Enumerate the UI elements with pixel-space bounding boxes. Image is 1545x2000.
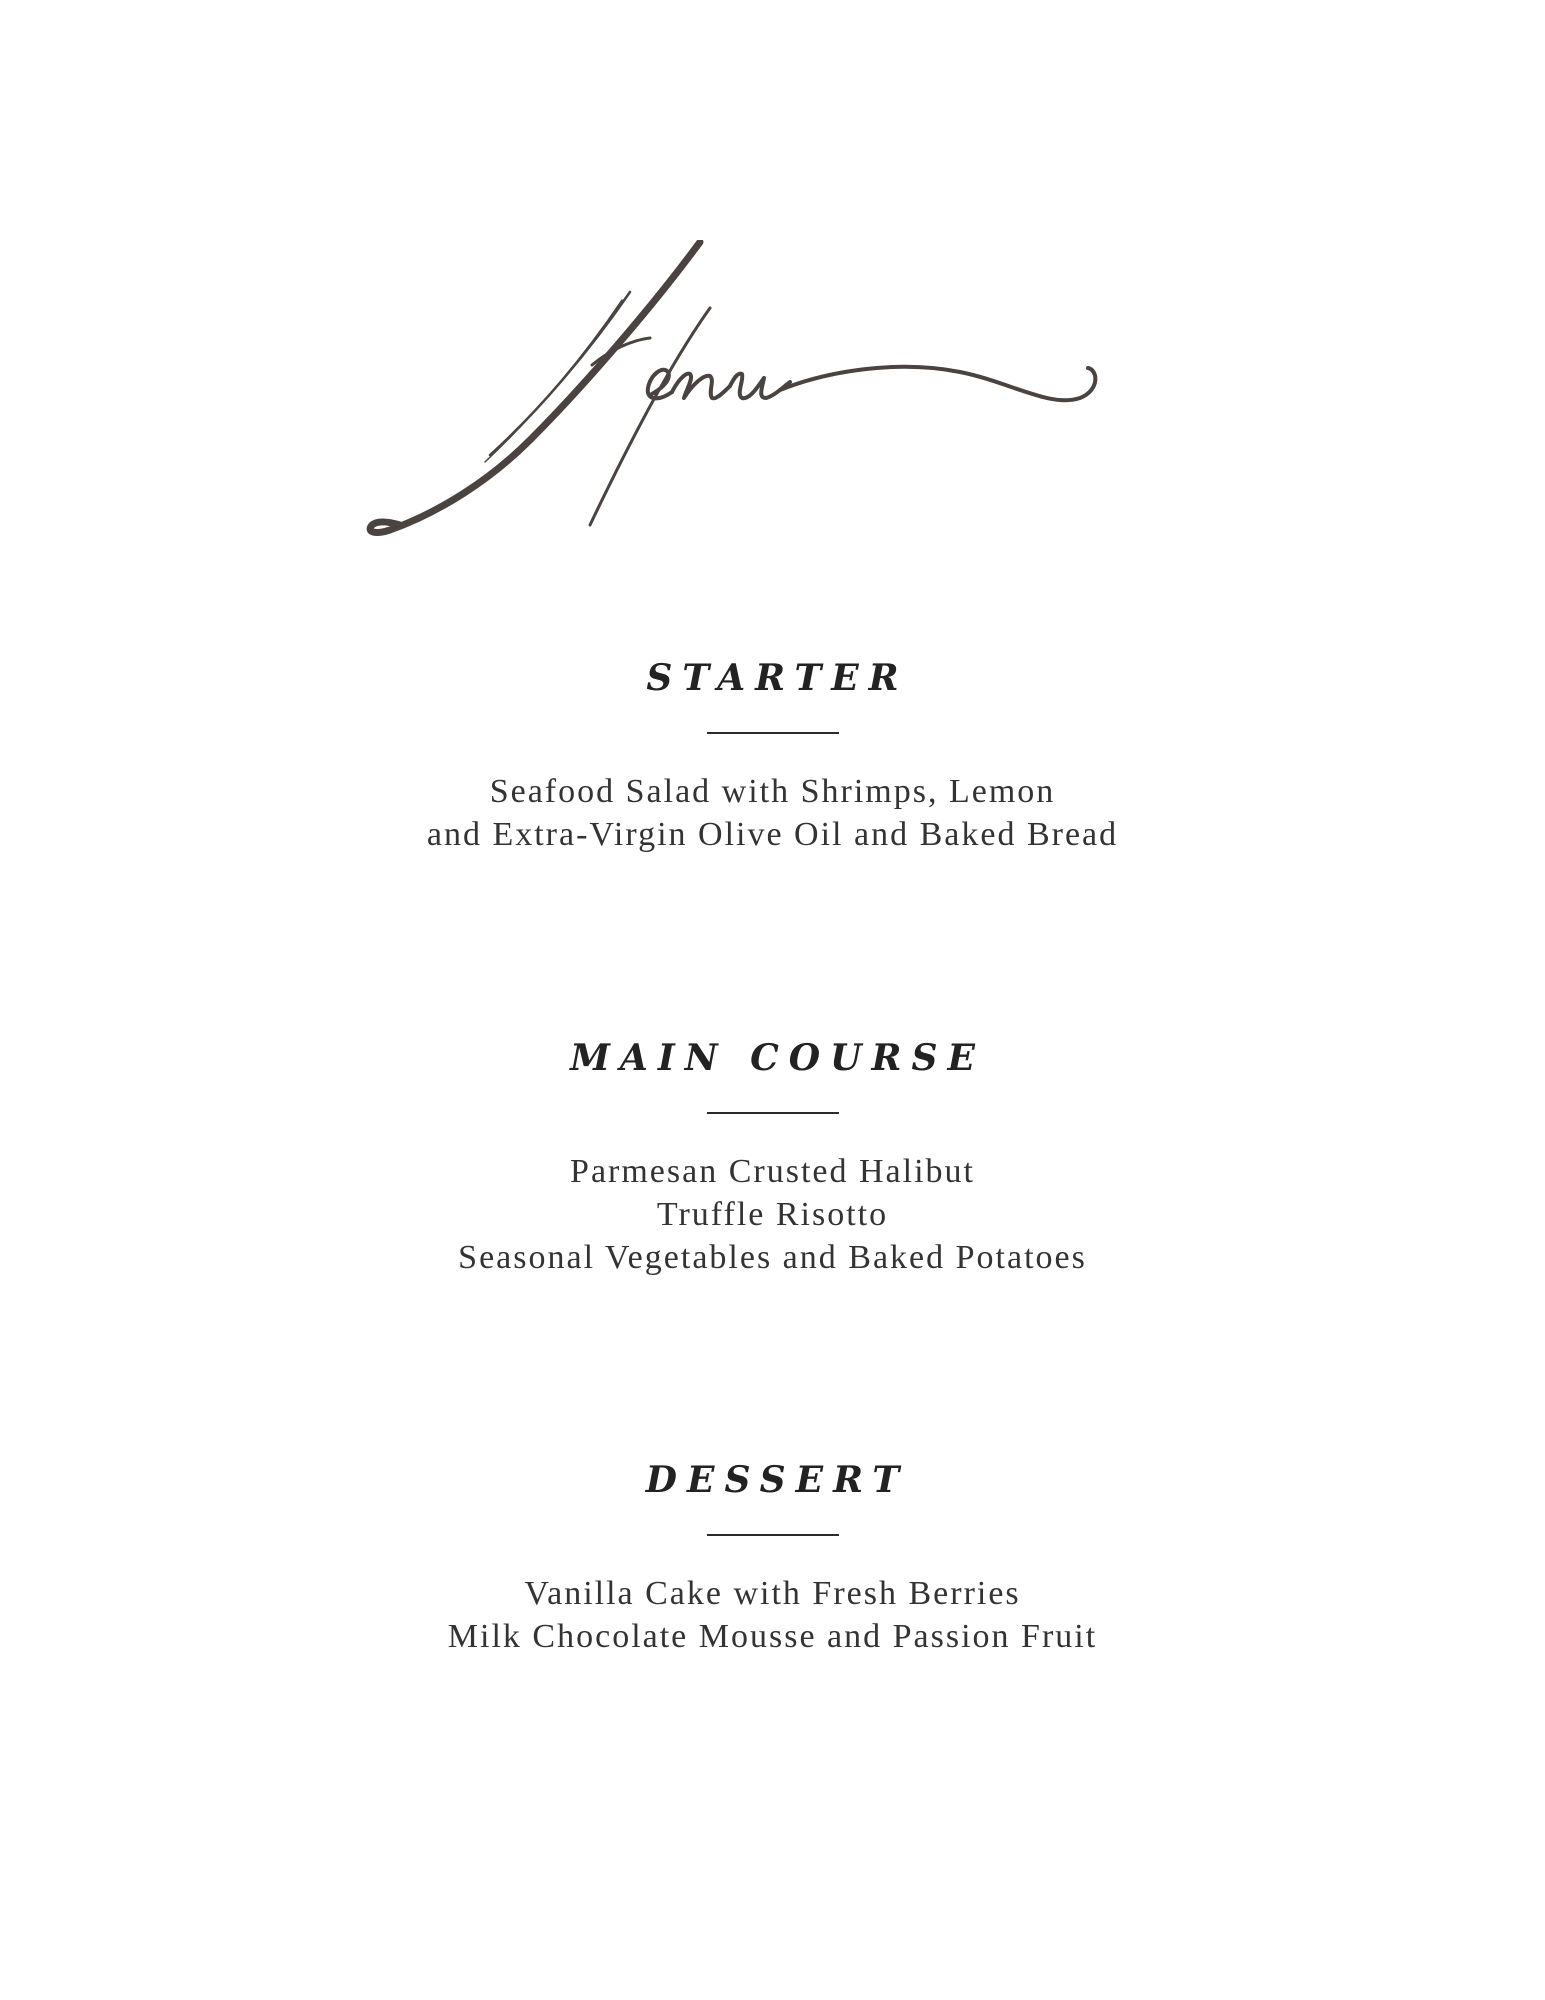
dish-item: Seasonal Vegetables and Baked Potatoes [458, 1239, 1087, 1276]
dish-list-main-course [0, 1150, 1545, 1279]
menu-script-title [360, 240, 1120, 560]
section-heading-starter: STARTER [646, 657, 909, 699]
section-main-course [0, 1037, 1545, 1279]
dish-item: Vanilla Cake with Fresh Berries [524, 1575, 1021, 1612]
section-starter [0, 657, 1545, 856]
dish-item: Parmesan Crusted Halibut [570, 1153, 975, 1190]
section-heading-dessert: DESSERT [645, 1459, 910, 1501]
dish-item: Seafood Salad with Shrimps, Lemon [489, 773, 1056, 810]
menu-script-drawing [360, 240, 1120, 560]
section-divider [707, 1112, 839, 1114]
dish-item: Truffle Risotto [656, 1196, 889, 1233]
dish-list-dessert [0, 1572, 1545, 1658]
dish-item: Milk Chocolate Mousse and Passion Fruit [447, 1618, 1098, 1655]
section-dessert [0, 1459, 1545, 1658]
dish-item: and Extra-Virgin Olive Oil and Baked Bread [426, 816, 1119, 853]
section-heading-main-course: MAIN COURSE [570, 1037, 985, 1079]
dish-list-starter [0, 770, 1545, 856]
section-divider [707, 732, 839, 734]
section-divider [707, 1534, 839, 1536]
